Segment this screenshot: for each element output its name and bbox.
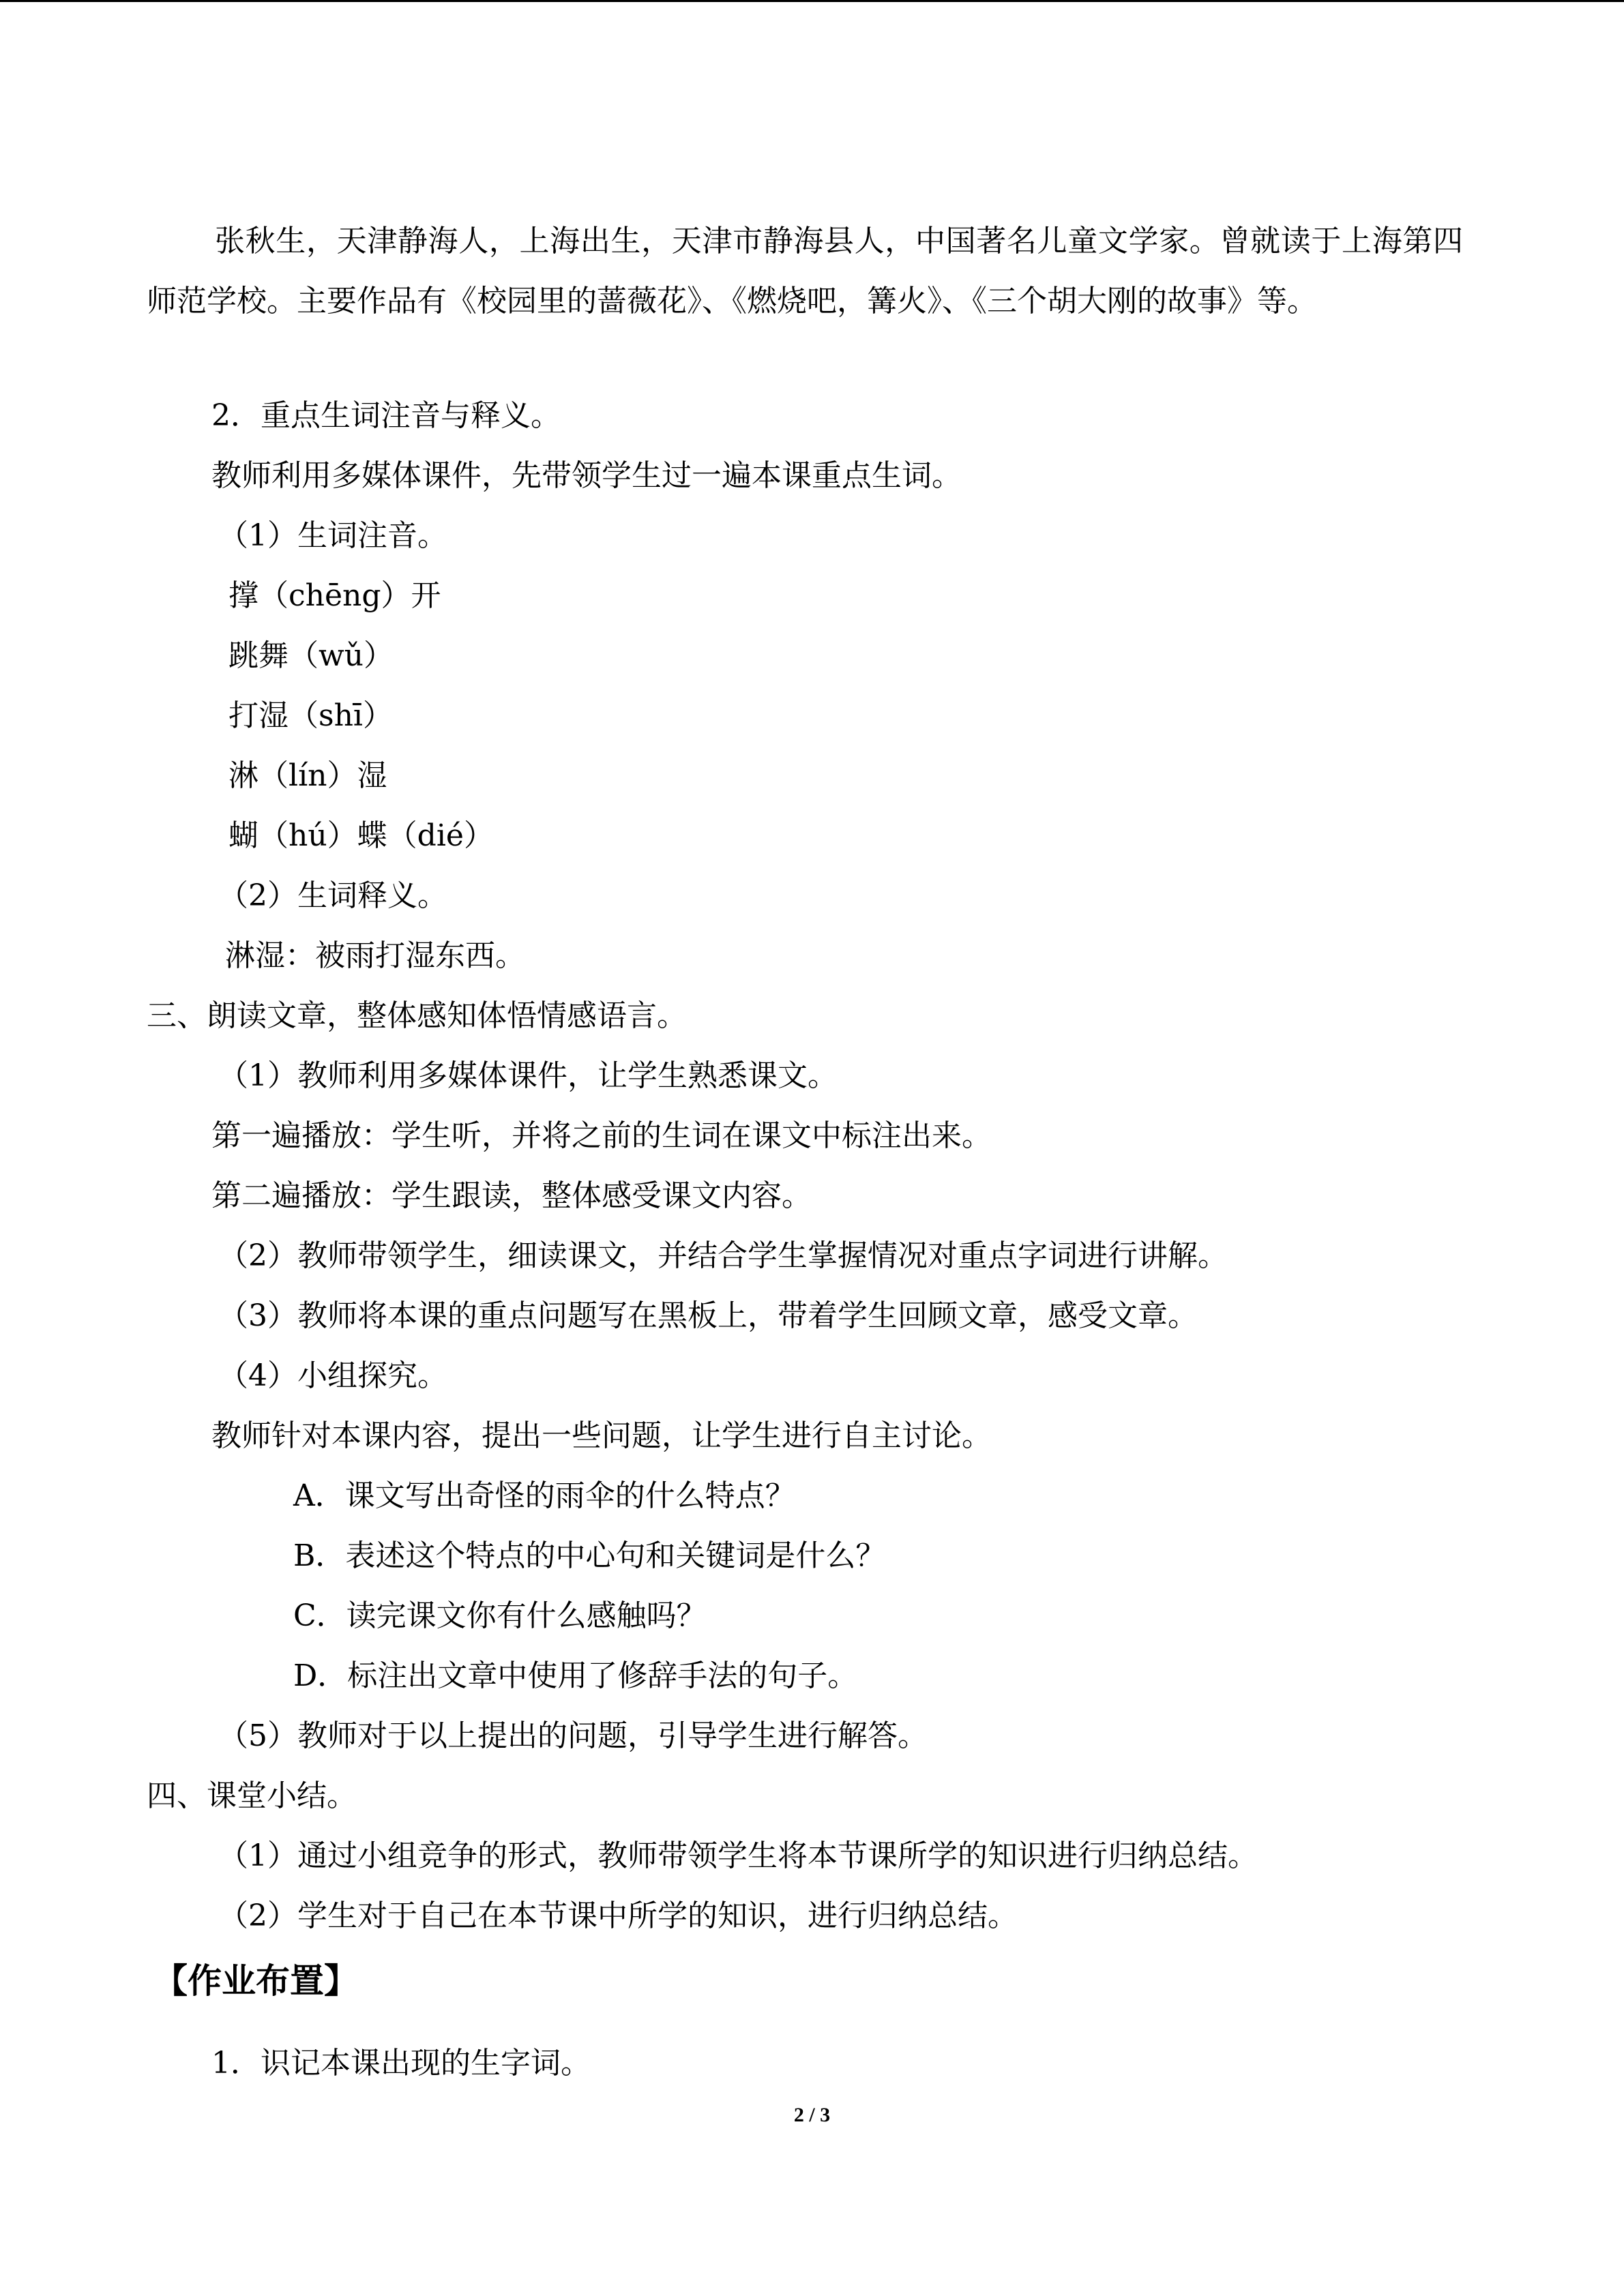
question-a: A．课文写出奇怪的雨伞的什么特点？ — [293, 1478, 795, 1513]
section-2-title: 2．重点生词注音与释义。 — [211, 398, 561, 433]
section-3-item-4: （4）小组探究。 — [218, 1358, 447, 1393]
word-1: 撑（chēng）开 — [228, 578, 441, 613]
section-4-item-1: （1）通过小组竞争的形式，教师带领学生将本节课所学的知识进行归纳总结。 — [218, 1838, 1258, 1873]
first-playback: 第一遍播放：学生听，并将之前的生词在课文中标注出来。 — [211, 1118, 992, 1153]
section-3-title: 三、朗读文章，整体感知体悟情感语言。 — [147, 998, 687, 1033]
word-2: 跳舞（wǔ） — [228, 638, 394, 673]
section-3-item-5: （5）教师对于以上提出的问题，引导学生进行解答。 — [218, 1718, 928, 1753]
question-d: D．标注出文章中使用了修辞手法的句子。 — [293, 1658, 858, 1693]
section-3-item-1: （1）教师利用多媒体课件，让学生熟悉课文。 — [218, 1058, 838, 1093]
top-border — [0, 0, 1624, 2]
second-playback: 第二遍播放：学生跟读，整体感受课文内容。 — [211, 1178, 812, 1213]
section-2-intro: 教师利用多媒体课件，先带领学生过一遍本课重点生词。 — [211, 458, 962, 493]
section-4-item-2: （2）学生对于自己在本节课中所学的知识，进行归纳总结。 — [218, 1898, 1018, 1933]
discussion-intro: 教师针对本课内容，提出一些问题，让学生进行自主讨论。 — [211, 1418, 992, 1453]
section-4-title: 四、课堂小结。 — [147, 1778, 357, 1813]
word-5: 蝴（hú）蝶（dié） — [228, 818, 494, 853]
question-b: B．表述这个特点的中心句和关键词是什么？ — [293, 1538, 886, 1573]
word-4: 淋（lín）湿 — [228, 758, 387, 793]
pronunciation-subtitle: （1）生词注音。 — [218, 518, 447, 553]
definition-subtitle: （2）生词释义。 — [218, 878, 447, 913]
section-3-item-2: （2）教师带领学生，细读课文，并结合学生掌握情况对重点字词进行讲解。 — [218, 1238, 1228, 1273]
section-3-item-3: （3）教师将本课的重点问题写在黑板上，带着学生回顾文章，感受文章。 — [218, 1298, 1198, 1333]
definition-text: 淋湿：被雨打湿东西。 — [225, 938, 525, 973]
question-c: C．读完课文你有什么感触吗？ — [293, 1598, 707, 1633]
word-3: 打湿（shī） — [228, 698, 393, 733]
homework-item-1: 1．识记本课出现的生字词。 — [211, 2046, 591, 2081]
author-intro-paragraph: 张秋生，天津静海人，上海出生，天津市静海县人，中国著名儿童文学家。曾就读于上海第四师范学校。主要作品有《校园里的蔷薇花》、《燃烧吧，篝火》、《三个胡大刚的故事》等。 — [147, 224, 1463, 318]
page-number: 2 / 3 — [793, 2104, 831, 2126]
homework-heading: 【作业布置】 — [153, 1961, 358, 2001]
